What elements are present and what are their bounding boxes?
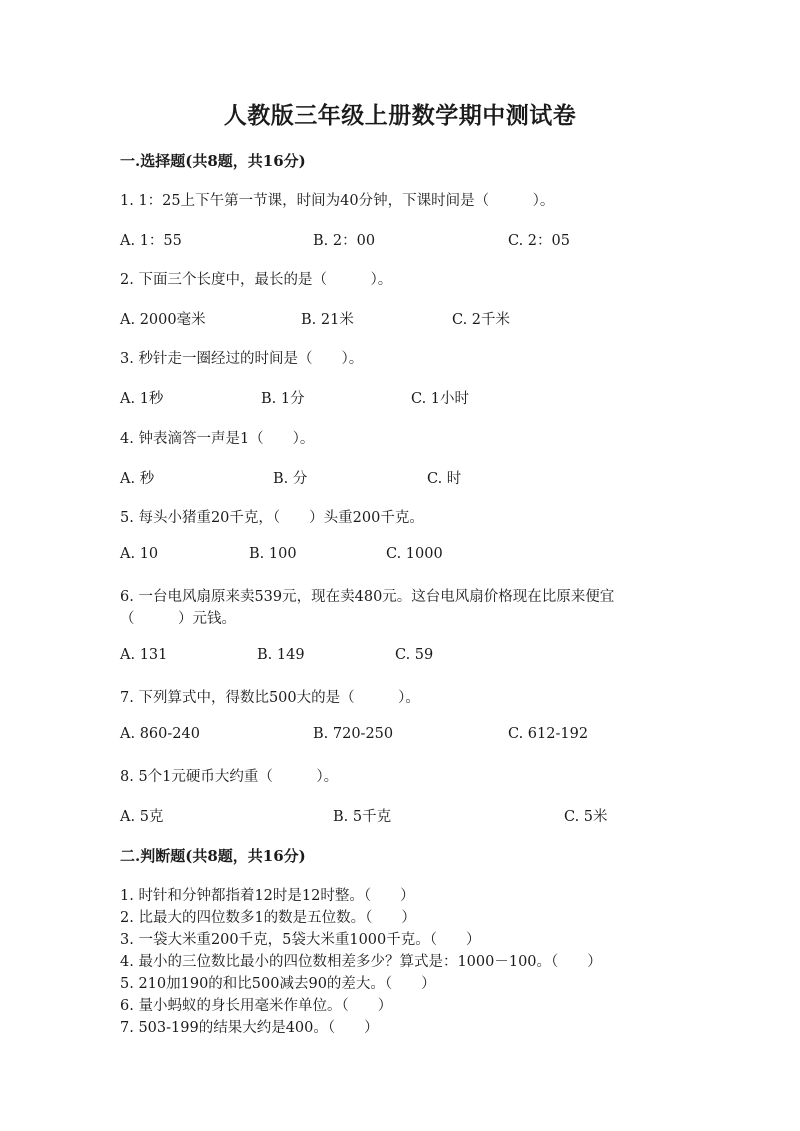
question-4: 4. 钟表滴答一声是1（ ）。: [120, 431, 315, 447]
q8-option-a: A. 5克: [120, 809, 164, 825]
q1-option-c: C. 2：05: [508, 233, 570, 249]
q8-option-c: C. 5米: [564, 809, 608, 825]
q7-option-b: B. 720-250: [313, 726, 394, 742]
q6-option-b: B. 149: [257, 647, 305, 663]
q6-option-a: A. 131: [120, 647, 168, 663]
q7-option-c: C. 612-192: [508, 726, 589, 742]
q7-option-a: A. 860-240: [120, 726, 200, 742]
judgment-item-1: 1. 时针和分钟都指着12时是12时整。（ ）: [120, 888, 415, 904]
question-6-continued: （ ）元钱。: [120, 611, 236, 627]
q1-option-b: B. 2：00: [313, 233, 376, 249]
q4-option-c: C. 时: [427, 471, 462, 487]
judgment-item-2: 2. 比最大的四位数多1的数是五位数。（ ）: [120, 910, 416, 926]
question-8: 8. 5个1元硬币大约重（ ）。: [120, 769, 339, 785]
question-1: 1. 1：25上下午第一节课，时间为40分钟，下课时间是（ ）。: [120, 193, 555, 209]
q3-option-a: A. 1秒: [120, 391, 164, 407]
question-6: 6. 一台电风扇原来卖539元，现在卖480元。这台电风扇价格现在比原来便宜: [120, 589, 615, 605]
q2-option-c: C. 2千米: [452, 312, 511, 328]
question-5: 5. 每头小猪重20千克，（ ）头重200千克。: [120, 510, 424, 526]
q4-option-b: B. 分: [273, 471, 308, 487]
judgment-item-6: 6. 量小蚂蚁的身长用毫米作单位。（ ）: [120, 998, 393, 1014]
page-title: 人教版三年级上册数学期中测试卷: [223, 102, 577, 129]
question-3: 3. 秒针走一圈经过的时间是（ ）。: [120, 351, 364, 367]
q5-option-c: C. 1000: [386, 546, 443, 562]
section-heading-judgment: 二.判断题(共8题，共16分): [120, 847, 306, 865]
question-2: 2. 下面三个长度中，最长的是（ ）。: [120, 272, 393, 288]
q6-option-c: C. 59: [395, 647, 434, 663]
judgment-item-4: 4. 最小的三位数比最小的四位数相差多少？算式是：1000－100。（ ）: [120, 954, 602, 970]
judgment-item-3: 3. 一袋大米重200千克，5袋大米重1000千克。（ ）: [120, 932, 481, 948]
q5-option-a: A. 10: [120, 546, 159, 562]
section-heading-choice: 一.选择题(共8题，共16分): [120, 152, 306, 170]
q4-option-a: A. 秒: [120, 471, 155, 487]
question-7: 7. 下列算式中，得数比500大的是（ ）。: [120, 690, 420, 706]
q3-option-b: B. 1分: [261, 391, 305, 407]
q2-option-a: A. 2000毫米: [120, 312, 206, 328]
q1-option-a: A. 1：55: [120, 233, 182, 249]
q5-option-b: B. 100: [249, 546, 297, 562]
q2-option-b: B. 21米: [301, 312, 354, 328]
q8-option-b: B. 5千克: [333, 809, 392, 825]
judgment-item-5: 5. 210加190的和比500减去90的差大。（ ）: [120, 976, 436, 992]
q3-option-c: C. 1小时: [411, 391, 470, 407]
judgment-item-7: 7. 503-199的结果大约是400。（ ）: [120, 1020, 379, 1036]
